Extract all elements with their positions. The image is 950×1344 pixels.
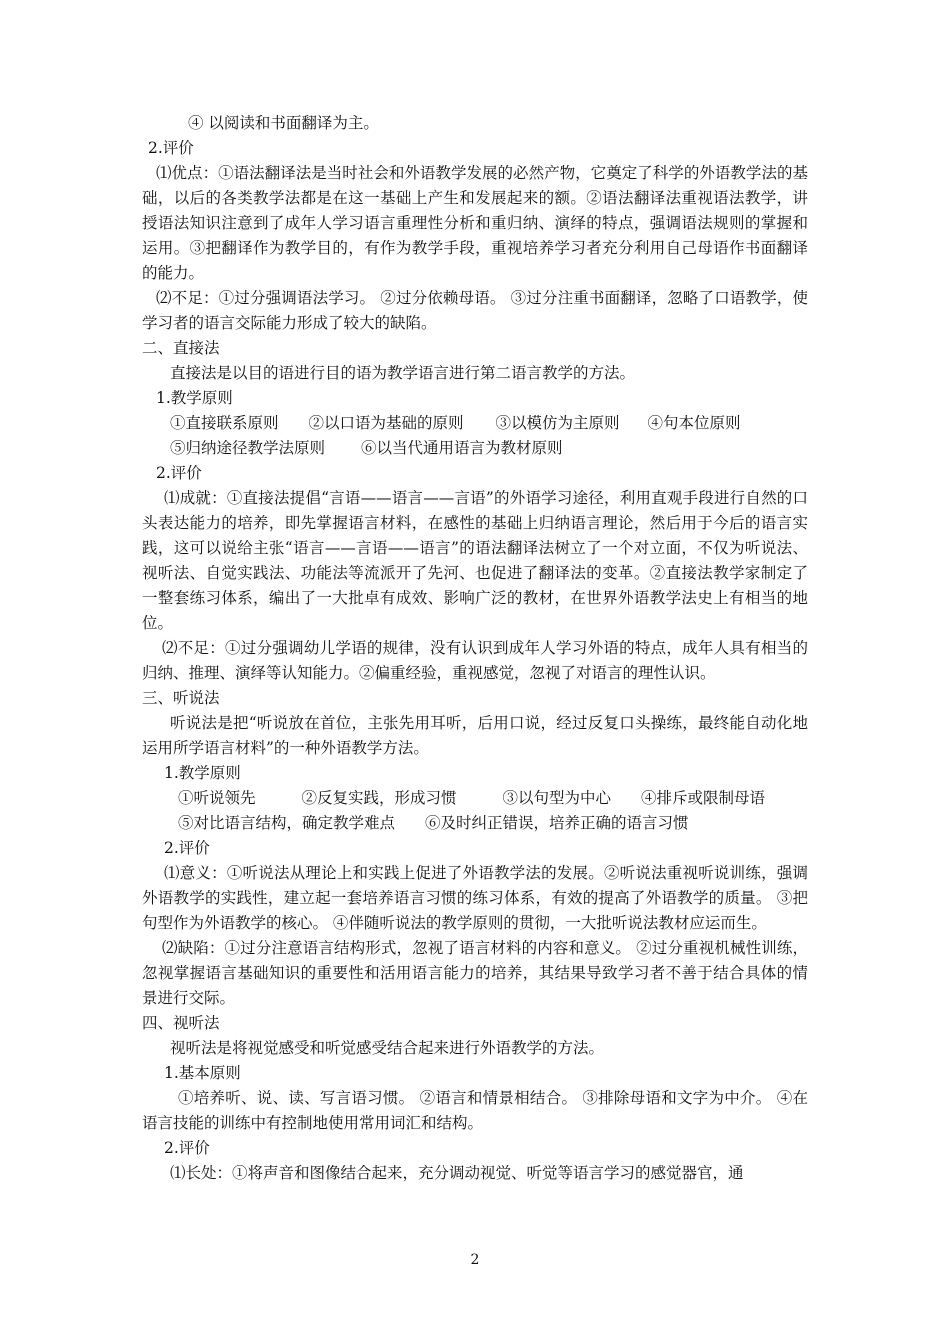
para-strengths: ⑴长处：①将声音和图像结合起来，充分调动视觉、听觉等语言学习的感觉器官，通 (170, 1164, 744, 1182)
page-number: 2 (470, 1252, 480, 1268)
heading-evaluation-2: 2.评价 (156, 464, 202, 482)
principles-row-3 (142, 786, 808, 811)
principle-item: ②反复实践，形成习惯 (301, 789, 457, 807)
line-reading-translation: ④ 以阅读和书面翻译为主。 (188, 114, 379, 132)
para-basic-principles: ①培养听、说、读、写言语习惯。 ②语言和情景相结合。 ③排除母语和文字为中介。 ④在语言技能的训练中有控制地使用常用词汇和结构。 (142, 1089, 808, 1132)
principle-item: ③以模仿为主原则 (495, 414, 620, 432)
section-heading-direct-method: 二、直接法 (142, 339, 220, 357)
heading-evaluation-4: 2.评价 (164, 1139, 210, 1157)
principles-row-2 (142, 436, 808, 461)
para-significance: ⑴意义：①听说法从理论上和实践上促进了外语教学法的发展。②听说法重视听说训练，强调外语教学的实践性，建立起一套培养语言习惯的练习体系，有效的提高了外语教学的质量。 ③把句型作为外语教学的核心。 ④伴随听说法的教学原则的贯彻，一大批听说法教材应运而生。 (142, 864, 808, 932)
para-defects: ⑵缺陷：①过分注意语言结构形式，忽视了语言材料的内容和意义。 ②过分重视机械性训练，忽视掌握语言基础知识的重要性和活用语言能力的培养，其结果导致学习者不善于结合具体的情景进行交际。 (142, 939, 808, 1007)
para-audiolingual-definition: 听说法是把“听说放在首位，主张先用耳听，后用口说，经过反复口头操练，最终能自动化地运用所学语言材料”的一种外语教学方法。 (142, 714, 808, 757)
principle-item: ①直接联系原则 (170, 414, 279, 432)
section-heading-audiovisual: 四、视听法 (142, 1014, 220, 1032)
para-audiovisual-definition: 视听法是将视觉感受和听觉感受结合起来进行外语教学的方法。 (170, 1039, 605, 1057)
heading-teaching-principles-1: 1.教学原则 (156, 389, 233, 407)
document-page (142, 111, 808, 1186)
principles-row-1 (142, 411, 808, 436)
para-shortcomings: ⑵不足：①过分强调语法学习。 ②过分依赖母语。 ③过分注重书面翻译，忽略了口语教学，使学习者的语言交际能力形成了较大的缺陷。 (142, 289, 808, 332)
section-heading-audiolingual: 三、听说法 (142, 689, 220, 707)
para-direct-method-definition: 直接法是以目的语进行目的语为教学语言进行第二语言教学的方法。 (170, 364, 636, 382)
para-direct-shortcomings: ⑵不足：①过分强调幼儿学语的规律，没有认识到成年人学习外语的特点，成年人具有相当的归纳、推理、演绎等认知能力。②偏重经验，重视感觉，忽视了对语言的理性认识。 (142, 639, 808, 682)
heading-evaluation-3: 2.评价 (164, 839, 210, 857)
heading-teaching-principles-2: 1.教学原则 (164, 764, 241, 782)
heading-basic-principles: 1.基本原则 (164, 1064, 241, 1082)
para-advantages: ⑴优点：①语法翻译法是当时社会和外语教学发展的必然产物，它奠定了科学的外语教学法的基础，以后的各类教学法都是在这一基础上产生和发展起来的额。②语法翻译法重视语法教学，讲授语法知识注意到了成年人学习语言重理性分析和重归纳、演绎的特点，强调语法规则的掌握和运用。③把翻译作为教学目的，有作为教学手段，重视培养学习者充分利用自己母语作书面翻译的能力。 (142, 164, 808, 282)
para-achievements: ⑴成就：①直接法提倡“言语——语言——言语”的外语学习途径，利用直观手段进行自然的口头表达能力的培养，即先掌握语言材料，在感性的基础上归纳语言理论，然后用于今后的语言实践，这可以说给主张“语言——言语——语言”的语法翻译法树立了一个对立面，不仅为听说法、视听法、自觉实践法、功能法等流派开了先河、也促进了翻译法的变革。②直接法教学家制定了一整套练习体系，编出了一大批卓有成效、影响广泛的教材，在世界外语教学法史上有相当的地位。 (142, 489, 808, 632)
principle-item: ⑤归纳途径教学法原则 (170, 439, 326, 457)
principle-item: ①听说领先 (178, 789, 256, 807)
principle-item: ④排斥或限制母语 (641, 789, 766, 807)
principle-item: ②以口语为基础的原则 (308, 414, 464, 432)
principle-item: ⑥以当代通用语言为教材原则 (361, 439, 563, 457)
principle-item: ⑤对比语言结构，确定教学难点 (178, 814, 396, 832)
principles-row-4 (142, 811, 808, 836)
principle-item: ③以句型为中心 (502, 789, 612, 807)
principle-item: ⑥及时纠正错误，培养正确的语言习惯 (425, 814, 689, 832)
heading-evaluation-1: 2.评价 (148, 139, 194, 157)
principle-item: ④句本位原则 (647, 414, 741, 432)
